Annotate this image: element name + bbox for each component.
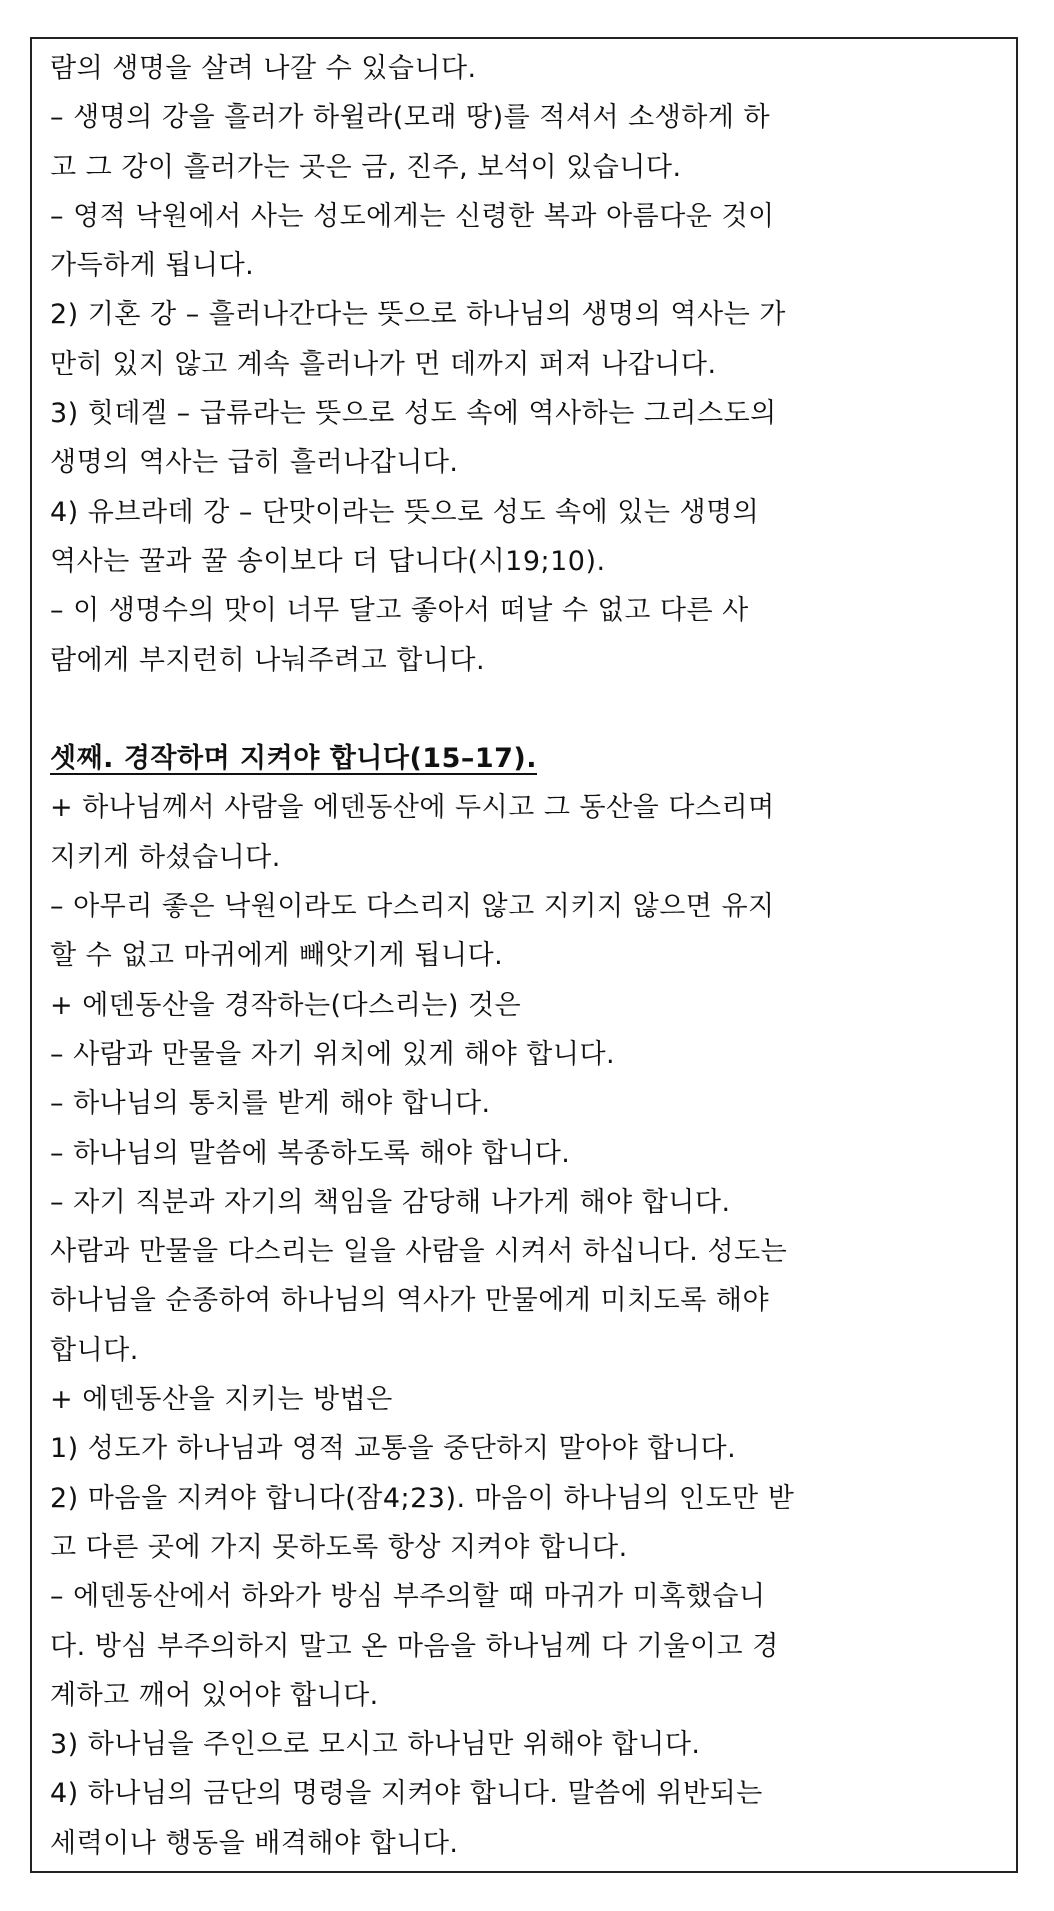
text-line: 고 그 강이 흘러가는 곳은 금, 진주, 보석이 있습니다. [50,151,682,183]
text-line: 가득하게 됩니다. [50,250,255,282]
blank-line [50,685,1000,734]
text-line: 다. 방심 부주의하지 말고 온 마음을 하나님께 다 기울이고 경 [50,1630,779,1662]
text-line: – 에덴동산에서 하와가 방심 부주의할 때 마귀가 미혹했습니 [50,1581,766,1613]
text-line: 합니다. [50,1334,139,1366]
text-line: 고 다른 곳에 가지 못하도록 항상 지켜야 합니다. [50,1531,628,1563]
text-line: 2) 마음을 지켜야 합니다(잠4;23). 마음이 하나님의 인도만 받 [50,1482,795,1514]
text-line: 2) 기혼 강 – 흘러나간다는 뜻으로 하나님의 생명의 역사는 가 [50,299,786,331]
document-body [50,44,1000,1868]
text-line: – 하나님의 말씀에 복종하도록 해야 합니다. [50,1137,571,1169]
text-line: 4) 유브라데 강 – 단맛이라는 뜻으로 성도 속에 있는 생명의 [50,496,760,528]
text-line: – 아무리 좋은 낙원이라도 다스리지 않고 지키지 않으면 유지 [50,891,775,923]
text-line: – 자기 직분과 자기의 책임을 감당해 나가게 해야 합니다. [50,1186,731,1218]
text-line: 세력이나 행동을 배격해야 합니다. [50,1827,459,1859]
text-line: 람의 생명을 살려 나갈 수 있습니다. [50,53,477,84]
section-heading [50,734,1000,783]
text-line: 역사는 꿀과 꿀 송이보다 더 답니다(시19;10). [50,545,606,577]
text-line: 4) 하나님의 금단의 명령을 지켜야 합니다. 말씀에 위반되는 [50,1778,763,1810]
text-line: 생명의 역사는 급히 흘러나갑니다. [50,447,459,479]
text-line: 계하고 깨어 있어야 합니다. [50,1679,379,1711]
text-line: 지키게 하셨습니다. [50,841,281,873]
section-heading-text: 셋째. 경작하며 지켜야 합니다(15–17). [50,743,538,775]
text-line: – 생명의 강을 흘러가 하윌라(모래 땅)를 적셔서 소생하게 하 [50,102,771,134]
text-line: 하나님을 순종하여 하나님의 역사가 만물에게 미치도록 해야 [50,1285,770,1317]
text-line: 만히 있지 않고 계속 흘러나가 먼 데까지 퍼져 나갑니다. [50,348,717,380]
text-line: + 에덴동산을 지키는 방법은 [50,1384,393,1416]
text-line: 1) 성도가 하나님과 영적 교통을 중단하지 말아야 합니다. [50,1433,737,1465]
text-line: – 영적 낙원에서 사는 성도에게는 신령한 복과 아름다운 것이 [50,200,775,232]
text-line: 3) 하나님을 주인으로 모시고 하나님만 위해야 합니다. [50,1729,701,1761]
text-line: – 이 생명수의 맛이 너무 달고 좋아서 떠날 수 없고 다른 사 [50,595,749,627]
text-line: + 하나님께서 사람을 에덴동산에 두시고 그 동산을 다스리며 [50,792,775,824]
text-line: 람에게 부지런히 나눠주려고 합니다. [50,644,486,676]
text-line: – 하나님의 통치를 받게 해야 합니다. [50,1088,491,1120]
text-line: 3) 힛데겔 – 급류라는 뜻으로 성도 속에 역사하는 그리스도의 [50,398,777,430]
text-line: – 사람과 만물을 자기 위치에 있게 해야 합니다. [50,1038,616,1070]
text-line: 사람과 만물을 다스리는 일을 사람을 시켜서 하십니다. 성도는 [50,1236,788,1268]
text-line: 할 수 없고 마귀에게 빼앗기게 됩니다. [50,940,504,972]
text-line: + 에덴동산을 경작하는(다스리는) 것은 [50,989,522,1021]
